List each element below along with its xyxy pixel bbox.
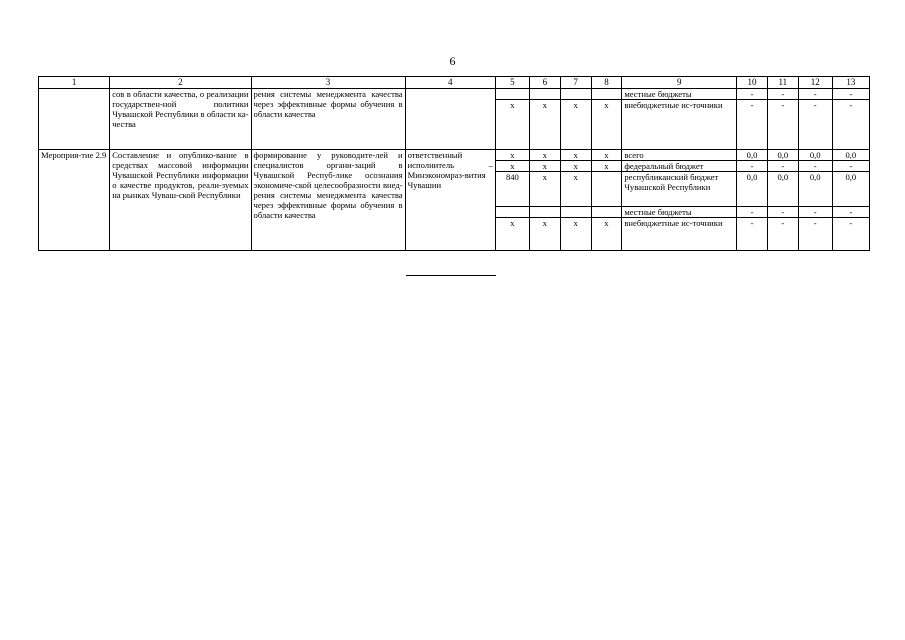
header-cell: 7 — [560, 77, 591, 89]
table-row — [39, 150, 870, 161]
header-cell: 12 — [798, 77, 832, 89]
cell-col1 — [39, 89, 110, 150]
cell-c8: x — [591, 150, 622, 161]
cell-funding-source: республиканский бюджет Чувашской Республики — [622, 172, 737, 207]
cell-c11: 0,0 — [767, 150, 798, 161]
cell-funding-source: всего — [622, 150, 737, 161]
cell-c7: x — [560, 150, 591, 161]
cell-c8: x — [591, 100, 622, 150]
cell-c7: x — [560, 172, 591, 207]
header-cell: 5 — [495, 77, 529, 89]
cell-c13: 0,0 — [832, 150, 869, 161]
table-row — [39, 89, 870, 100]
program-table — [38, 76, 870, 251]
cell-c6: x — [529, 218, 560, 251]
cell-c12: - — [798, 207, 832, 218]
cell-funding-source: внебюджетные ис-точники — [622, 218, 737, 251]
header-cell: 4 — [405, 77, 495, 89]
cell-c8: x — [591, 218, 622, 251]
cell-action-number: Мероприя-тие 2.9 — [39, 150, 110, 251]
cell-c5: x — [495, 100, 529, 150]
header-cell: 6 — [529, 77, 560, 89]
cell-action-title: Составление и опублико-вание в средствах массовой информации Чувашской Республики информации о качестве продуктов, реали-зуемых на рынках Чуваш-ской Республики — [110, 150, 251, 251]
cell-c10: 0,0 — [737, 172, 768, 207]
cell-c13: - — [832, 218, 869, 251]
cell-c5 — [495, 89, 529, 100]
cell-executor: ответственный исполнитель – Минэкономраз-вития Чувашии — [405, 150, 495, 251]
cell-c11: - — [767, 89, 798, 100]
cell-action-title: сов в области качества, о реализации государствен-ной политики Чувашской Республики в области ка-чества — [110, 89, 251, 150]
page-number: 6 — [449, 54, 456, 68]
cell-c10: - — [737, 161, 768, 172]
cell-c8 — [591, 172, 622, 207]
cell-c8: x — [591, 161, 622, 172]
cell-c5: x — [495, 218, 529, 251]
cell-funding-source: местные бюджеты — [622, 89, 737, 100]
header-cell: 3 — [251, 77, 405, 89]
cell-c7: x — [560, 161, 591, 172]
cell-c13: - — [832, 207, 869, 218]
cell-funding-source: местные бюджеты — [622, 207, 737, 218]
cell-c12: - — [798, 89, 832, 100]
cell-c8 — [591, 207, 622, 218]
cell-c10: - — [737, 100, 768, 150]
cell-c8 — [591, 89, 622, 100]
cell-c5: x — [495, 161, 529, 172]
cell-c10: 0,0 — [737, 150, 768, 161]
cell-c11: - — [767, 218, 798, 251]
cell-c6: x — [529, 150, 560, 161]
cell-c5 — [495, 207, 529, 218]
cell-c12: - — [798, 161, 832, 172]
cell-c7 — [560, 89, 591, 100]
cell-c6 — [529, 89, 560, 100]
cell-c13: - — [832, 100, 869, 150]
cell-funding-source: внебюджетные ис-точники — [622, 100, 737, 150]
cell-c10: - — [737, 89, 768, 100]
header-cell: 2 — [110, 77, 251, 89]
cell-c11: 0,0 — [767, 172, 798, 207]
cell-executor — [405, 89, 495, 150]
cell-c7: x — [560, 100, 591, 150]
cell-c5: x — [495, 150, 529, 161]
cell-c12: 0,0 — [798, 172, 832, 207]
cell-c10: - — [737, 207, 768, 218]
cell-goal: формирование у руководите-лей и специалистов органи-заций в Чувашской Респуб-лике осознания экономиче-ской целесообразности внед-рения системы менеджмента качества через эффективные формы обучения в области качества — [251, 150, 405, 251]
cell-c12: - — [798, 218, 832, 251]
cell-c11: - — [767, 100, 798, 150]
cell-c13: - — [832, 89, 869, 100]
cell-c6: x — [529, 172, 560, 207]
header-cell: 8 — [591, 77, 622, 89]
end-divider — [406, 275, 496, 276]
cell-c6: x — [529, 161, 560, 172]
cell-c5: 840 — [495, 172, 529, 207]
cell-c13: 0,0 — [832, 172, 869, 207]
cell-c11: - — [767, 161, 798, 172]
cell-c13: - — [832, 161, 869, 172]
cell-c7 — [560, 207, 591, 218]
header-cell: 9 — [622, 77, 737, 89]
cell-c7: x — [560, 218, 591, 251]
header-cell: 1 — [39, 77, 110, 89]
cell-c6 — [529, 207, 560, 218]
header-row — [39, 77, 870, 89]
header-cell: 11 — [767, 77, 798, 89]
header-cell: 13 — [832, 77, 869, 89]
cell-funding-source: федеральный бюджет — [622, 161, 737, 172]
cell-goal: рения системы менеджмента качества через эффективные формы обучения в области качества — [251, 89, 405, 150]
header-cell: 10 — [737, 77, 768, 89]
cell-c12: - — [798, 100, 832, 150]
cell-c11: - — [767, 207, 798, 218]
cell-c12: 0,0 — [798, 150, 832, 161]
cell-c10: - — [737, 218, 768, 251]
cell-c6: x — [529, 100, 560, 150]
